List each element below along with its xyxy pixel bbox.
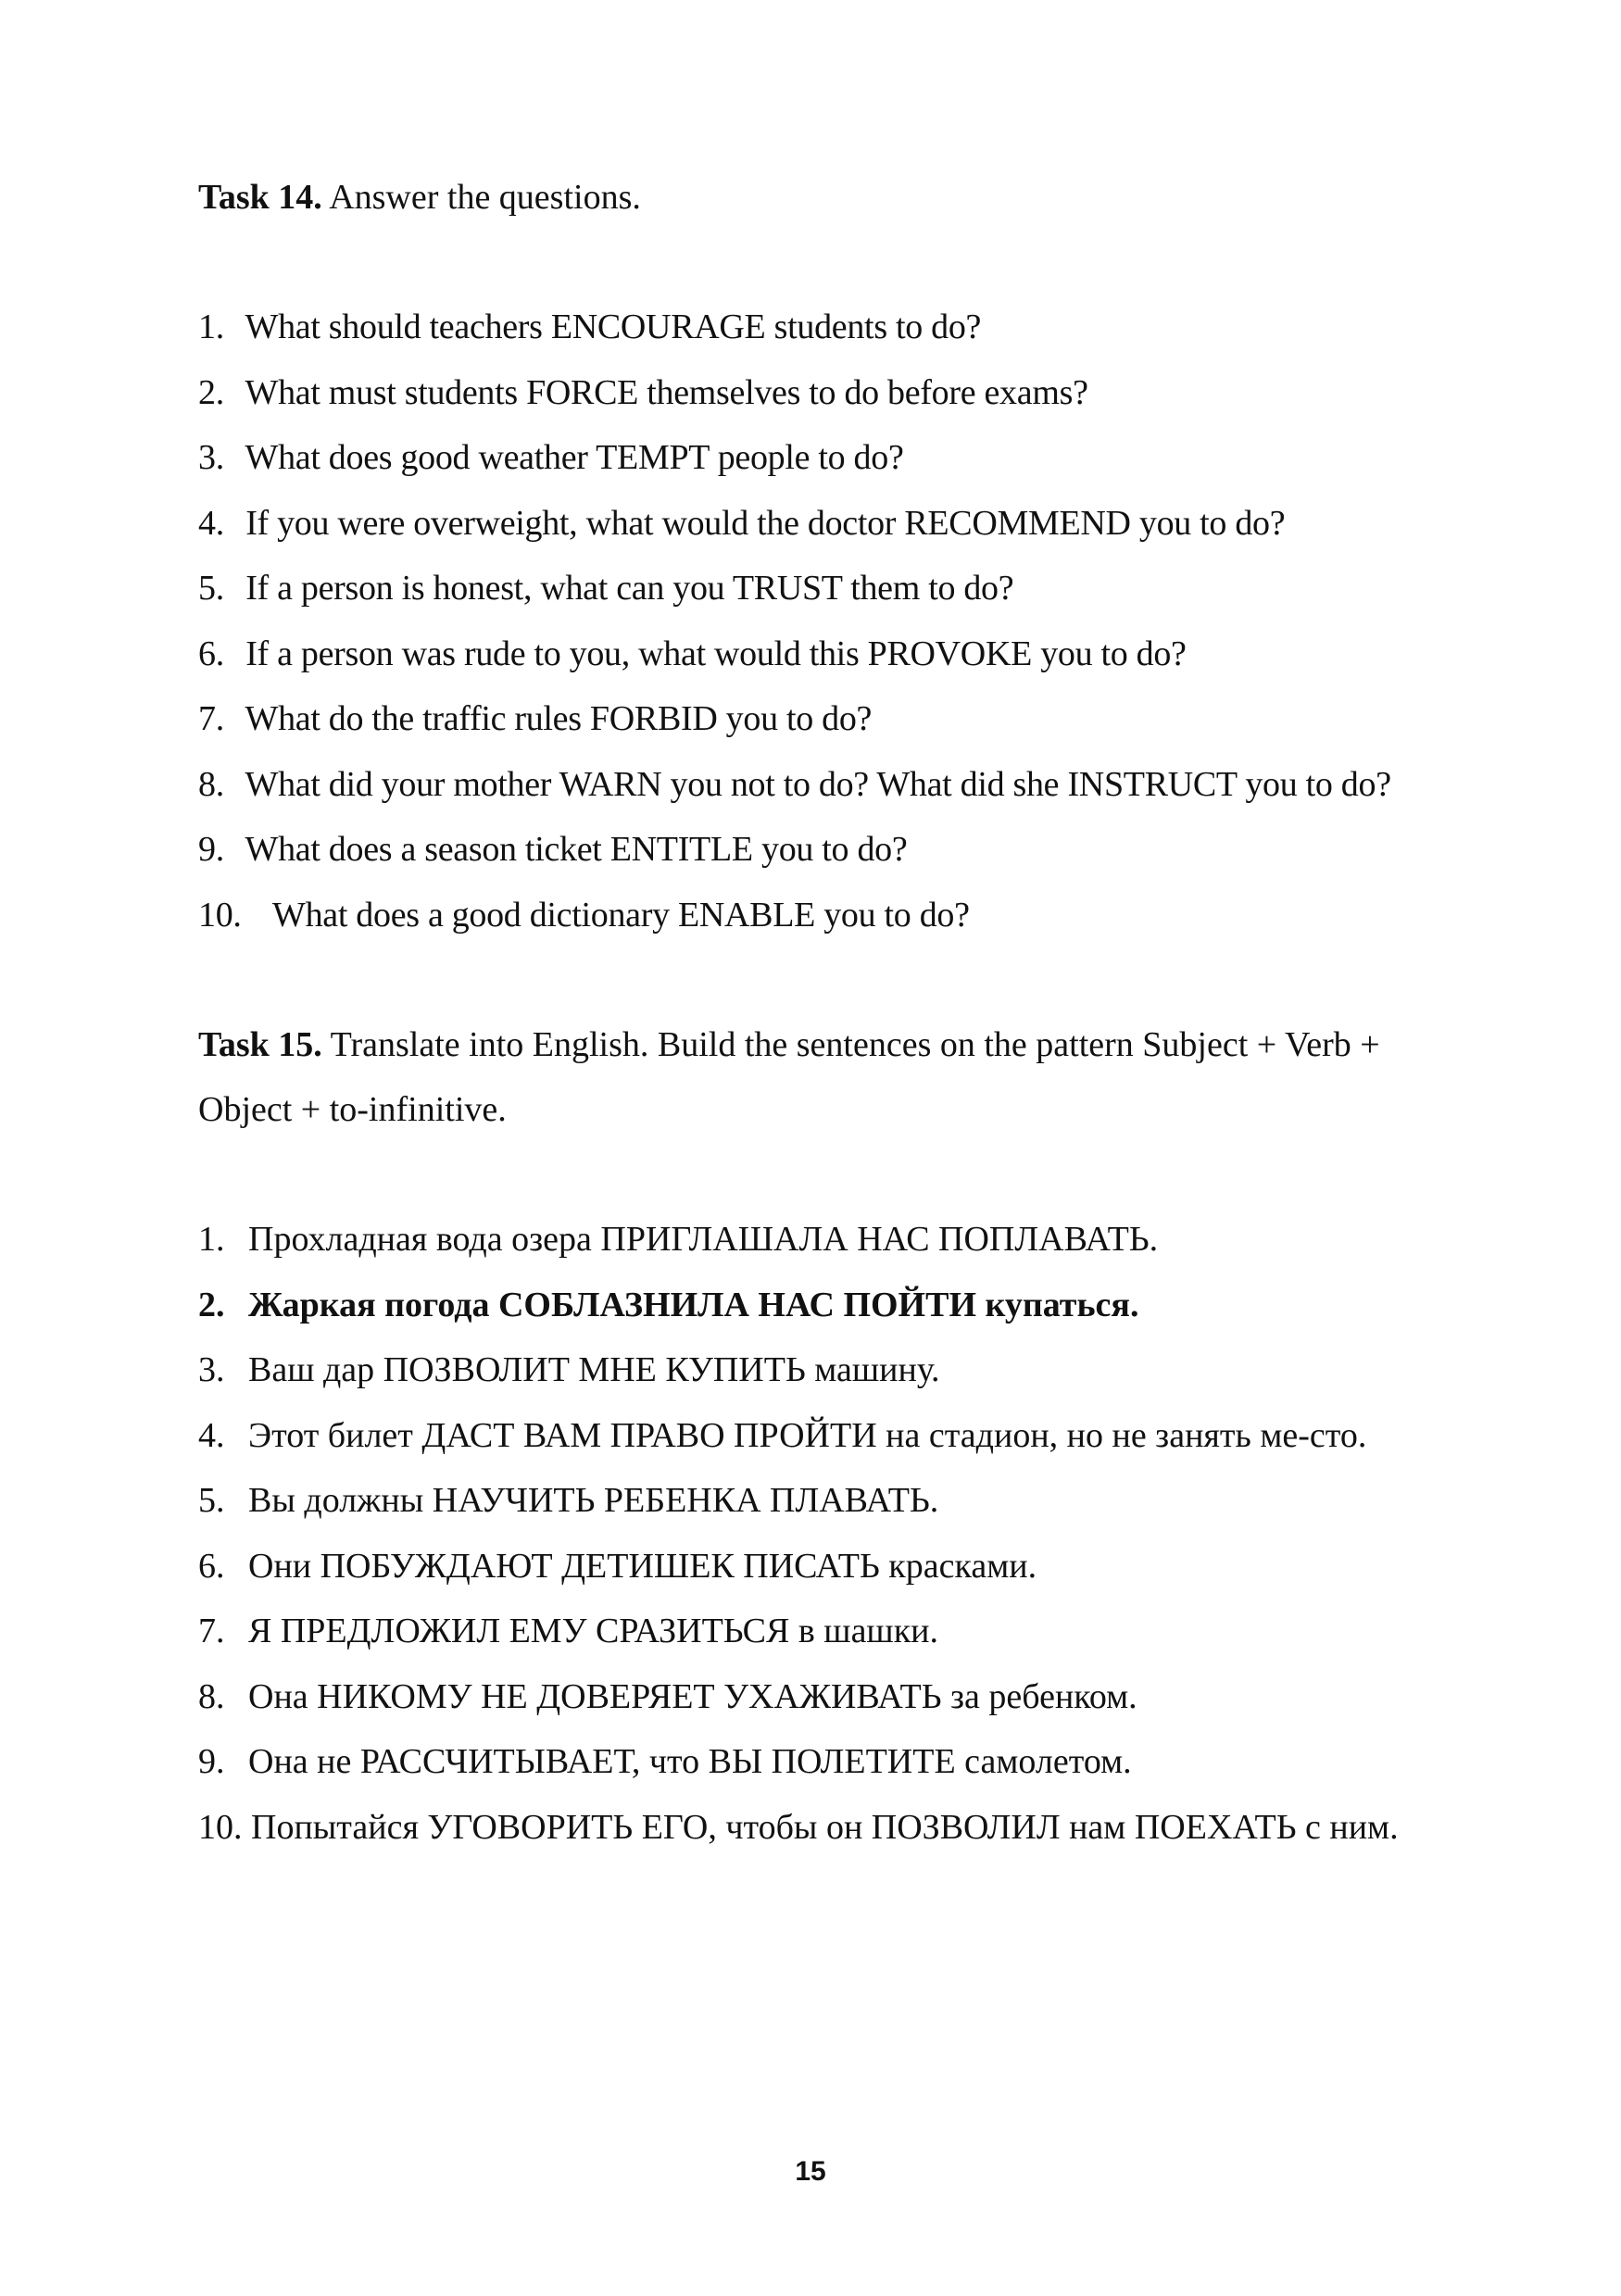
sentence-number: 6. <box>198 1546 225 1586</box>
question-number: 6. <box>198 634 224 673</box>
question-text: What does a good dictionary ENABLE you to do? <box>272 895 970 935</box>
task-14-heading <box>198 165 1439 230</box>
question-item <box>198 360 1439 426</box>
task-15-heading <box>198 1012 1439 1142</box>
spacer <box>198 230 1439 295</box>
spacer <box>198 947 1439 1012</box>
sentence-text: Попытайся УГОВОРИТЬ ЕГО, чтобы он ПОЗВОЛИЛ нам ПОЕХАТЬ с ним. <box>251 1807 1399 1847</box>
question-item <box>198 883 1439 948</box>
question-text: What do the traffic rules FORBID you to do? <box>245 699 873 738</box>
question-text: What must students FORCE themselves to do before exams? <box>245 372 1088 412</box>
question-item <box>198 752 1439 818</box>
sentence-number: 2. <box>198 1285 225 1324</box>
task-15-label: Task 15. <box>198 1025 322 1064</box>
question-item <box>198 295 1439 360</box>
sentence-item <box>198 1403 1439 1469</box>
question-text: If a person was rude to you, what would this PROVOKE you to do? <box>245 634 1187 673</box>
question-text: What does a season ticket ENTITLE you to do? <box>245 830 908 869</box>
question-text: If a person is honest, what can you TRUST them to do? <box>245 569 1014 608</box>
question-number: 3. <box>198 438 224 477</box>
sentence-item <box>198 1795 1439 1861</box>
sentence-number: 10. <box>198 1807 243 1847</box>
sentence-number: 5. <box>198 1481 225 1520</box>
question-text: What should teachers ENCOURAGE students to do? <box>245 307 982 346</box>
question-item <box>198 817 1439 883</box>
question-item <box>198 425 1439 491</box>
sentence-item <box>198 1534 1439 1600</box>
question-number: 1. <box>198 307 224 346</box>
sentence-number: 9. <box>198 1742 225 1781</box>
sentence-item <box>198 1337 1439 1403</box>
question-item <box>198 621 1439 687</box>
sentence-number: 4. <box>198 1415 225 1455</box>
question-number: 8. <box>198 764 224 804</box>
question-number: 5. <box>198 569 224 608</box>
question-text: What does good weather TEMPT people to do? <box>245 438 904 477</box>
page-content <box>198 165 1439 1860</box>
sentence-text: Ваш дар ПОЗВОЛИТ МНЕ КУПИТЬ машину. <box>248 1350 940 1389</box>
task-15-instruction: Translate into English. Build the sentences on the pattern Subject + Verb + Object + to-infinitive. <box>198 1025 1380 1129</box>
sentence-text: Они ПОБУЖДАЮТ ДЕТИШЕК ПИСАТЬ красками. <box>248 1546 1037 1586</box>
sentence-item <box>198 1273 1439 1338</box>
question-number: 2. <box>198 372 224 412</box>
sentence-text: Вы должны НАУЧИТЬ РЕБЕНКА ПЛАВАТЬ. <box>248 1481 939 1520</box>
question-text: What did your mother WARN you not to do? What did she INSTRUCT you to do? <box>245 764 1391 804</box>
question-text: If you were overweight, what would the doctor RECOMMEND you to do? <box>245 503 1286 543</box>
sentence-text: Я ПРЕДЛОЖИЛ ЕМУ СРАЗИТЬСЯ в шашки. <box>248 1612 938 1650</box>
sentence-number: 1. <box>198 1220 225 1259</box>
question-number: 9. <box>198 830 224 869</box>
sentence-text: Она не РАССЧИТЫВАЕТ, что ВЫ ПОЛЕТИТЕ самолетом. <box>248 1742 1132 1781</box>
question-number: 4. <box>198 503 224 543</box>
question-item <box>198 686 1439 752</box>
sentence-number: 8. <box>198 1676 225 1716</box>
sentence-item <box>198 1664 1439 1730</box>
sentence-text: Жаркая погода СОБЛАЗНИЛА НАС ПОЙТИ купаться. <box>248 1285 1139 1324</box>
sentence-text: Она НИКОМУ НЕ ДОВЕРЯЕТ УХАЖИВАТЬ за ребенком. <box>248 1676 1137 1716</box>
task-15-sentences <box>198 1207 1439 1860</box>
question-number: 7. <box>198 699 224 738</box>
sentence-number: 3. <box>198 1350 225 1389</box>
task-14-instruction: Answer the questions. <box>329 178 641 217</box>
page-number: 15 <box>795 2156 826 2187</box>
question-item <box>198 556 1439 621</box>
spacer <box>198 1142 1439 1207</box>
sentence-item <box>198 1599 1439 1664</box>
task-14-label: Task 14. <box>198 178 322 217</box>
question-number: 10. <box>198 895 242 935</box>
task-14-questions <box>198 295 1439 947</box>
sentence-text: Этот билет ДАСТ ВАМ ПРАВО ПРОЙТИ на стадион, но не занять ме-сто. <box>248 1415 1367 1455</box>
sentence-item <box>198 1729 1439 1795</box>
sentence-item <box>198 1468 1439 1534</box>
sentence-text: Прохладная вода озера ПРИГЛАШАЛА НАС ПОПЛАВАТЬ. <box>248 1220 1159 1259</box>
sentence-number: 7. <box>198 1612 225 1650</box>
question-item <box>198 491 1439 557</box>
sentence-item <box>198 1207 1439 1273</box>
